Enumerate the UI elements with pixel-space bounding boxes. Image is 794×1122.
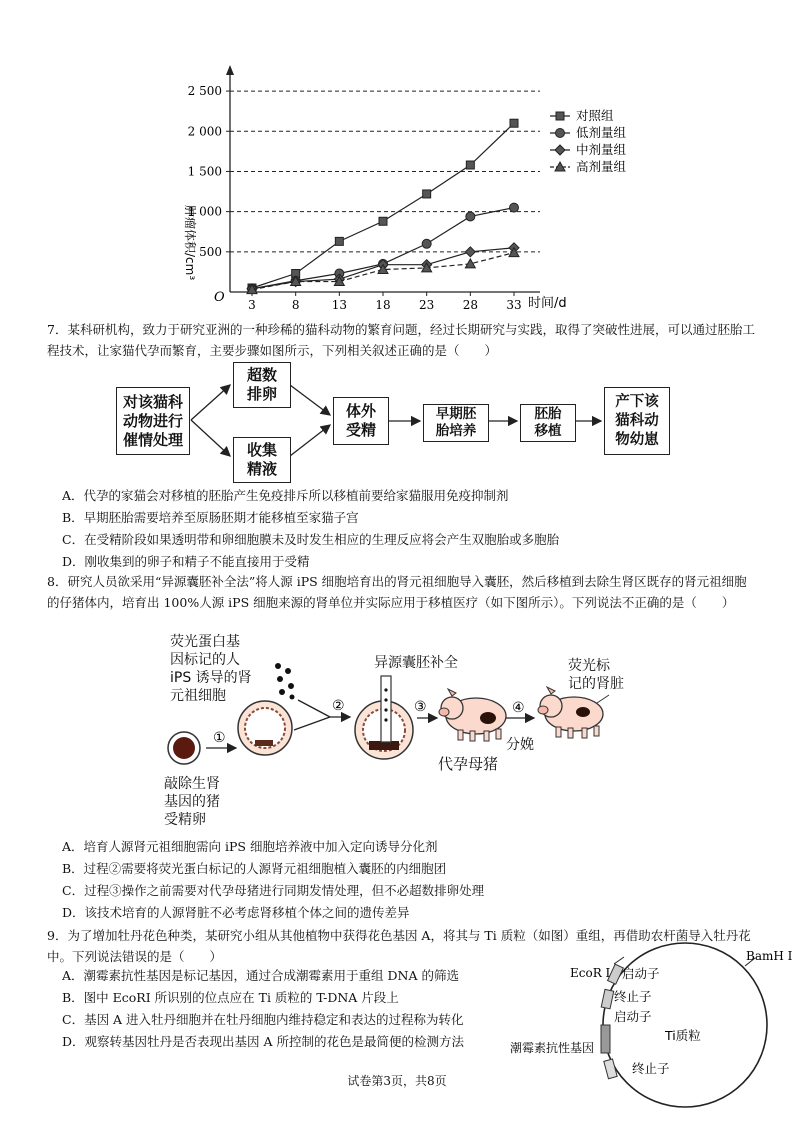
surrogate-sow-label: 代孕母猪 [438,755,499,773]
step-1-label: ① [213,730,226,746]
blastocyst-complement-label: 异源囊胚补全 [374,655,458,671]
fluorescent-kidney-label: 荧光标 记的肾脏 [568,658,624,692]
ips-cell-label: 荧光蛋白基 因标记的人 iPS 诱导的肾 元祖细胞 [170,634,252,704]
y-tick-label: 500 [199,244,222,259]
birth-label: 分娩 [506,737,534,753]
bamhi-site: BamH Ⅰ [746,949,793,963]
x-tick-label: 13 [331,298,347,312]
q8-option-a: A．培育人源肾元祖细胞需向 iPS 细胞培养液中加入定向诱导分化剂 [62,839,438,854]
step-4-label: ④ [512,700,525,716]
flow-step-estrus: 对该猫科 动物进行 催情处理 [116,387,190,455]
x-tick-label: 28 [462,298,478,312]
x-tick-label: 33 [506,298,522,312]
legend-label: 高剂量组 [576,159,627,174]
chart-origin: O [214,290,225,305]
y-axis-label: 肿瘤体积/cm³ [183,205,197,281]
q7-option-a: A．代孕的家猫会对移植的胚胎产生免疫排斥所以移植前要给家猫服用免疫抑制剂 [62,488,509,503]
q9-option-d: D．观察转基因牡丹是否表现出基因 A 所控制的花色是最简便的检测方法 [62,1034,464,1049]
q9-stem: 9．为了增加牡丹花色种类，某研究小组从其他植物中获得花色基因 A，将其与 Ti 质粒（如图）重组，再借助农杆菌导入牡丹花中。下列说法错误的是（ ） [47,928,751,964]
y-tick-label: 1 000 [187,204,222,219]
q8-option-d: D．该技术培育的人源肾脏不必考虑肾移植个体之间的遗传差异 [62,905,410,920]
q9-option-a: A．潮霉素抗性基因是标记基因，通过合成潮霉素用于重组 DNA 的筛选 [62,968,459,983]
q7-stem: 7．某科研机构，致力于研究亚洲的一种珍稀的猫科动物的繁育问题，经过长期研究与实践，取得了突破性进展，可以通过胚胎工程技术，让家猫代孕而繁育，主要步骤如图所示，下列相关叙述正确的是（ ） [47,322,755,358]
x-tick-label: 3 [248,298,256,312]
q7-option-d: D．刚收集到的卵子和精子不能直接用于受精 [62,554,310,569]
q8-option-c: C．过程③操作之前需要对代孕母猪进行同期发情处理，但不必超数排卵处理 [62,883,485,898]
flow-step-transfer: 胚胎 移植 [520,404,576,442]
q9-option-b: B．图中 EcoRI 所识别的位点应在 Ti 质粒的 T-DNA 片段上 [62,990,399,1005]
x-tick-label: 18 [375,298,391,312]
q9-option-c: C．基因 A 进入牡丹细胞并在牡丹细胞内维持稳定和表达的过程称为转化 [62,1012,464,1027]
step-3-label: ③ [414,699,427,715]
legend-label: 对照组 [576,108,614,123]
flow-step-ivf: 体外 受精 [333,397,389,445]
legend-label: 中剂量组 [576,142,627,157]
q7-option-c: C．在受精阶段如果透明带和卵细胞膜未及时发生相应的生理反应将会产生双胞胎或多胞胎 [62,532,560,547]
ecori-site: EcoR Ⅰ [570,966,611,980]
x-tick-label: 23 [419,298,435,312]
q8-option-b: B．过程②需要将荧光蛋白标记的人源肾元祖细胞植入囊胚的内细胞团 [62,861,447,876]
flow-step-collect-semen: 收集 精液 [233,437,291,483]
q7-option-b: B．早期胚胎需要培养至原肠胚期才能移植至家猫子宫 [62,510,359,525]
promoter-1-label: 启动子 [622,966,660,981]
flow-step-offspring: 产下该 猫科动 物幼崽 [604,387,670,455]
y-tick-label: 2 500 [187,84,222,99]
page-footer: 试卷第3页，共8页 [347,1074,447,1088]
step-2-label: ② [332,698,345,714]
hygromycin-gene-label: 潮霉素抗性基因 [510,1041,595,1055]
y-tick-label: 2 000 [187,124,222,139]
terminator-2-label: 终止子 [632,1061,670,1076]
promoter-2-label: 启动子 [614,1009,652,1024]
flow-step-superovulation: 超数 排卵 [233,362,291,408]
flow-step-embryo-culture: 早期胚 胎培养 [423,404,489,442]
y-tick-label: 1 500 [187,164,222,179]
x-tick-label: 8 [291,298,300,312]
ti-plasmid-label: Ti质粒 [665,1028,701,1043]
legend-label: 低剂量组 [576,125,627,140]
q8-stem: 8．研究人员欲采用“异源囊胚补全法”将人源 iPS 细胞培育出的肾元祖细胞导入囊胚，然后移植到去除生肾区既存的肾元祖细胞的仔猪体内，培育出 100%人源 iPS 细胞来源的肾单位并实际应用于移植医疗（如下图所示）。下列说法不正确的是（ ） [47,574,747,610]
x-axis-label: 时间/d [528,296,567,311]
terminator-1-label: 终止子 [614,989,652,1004]
fertilized-egg-label: 敲除生肾 基因的猪 受精卵 [164,776,220,828]
